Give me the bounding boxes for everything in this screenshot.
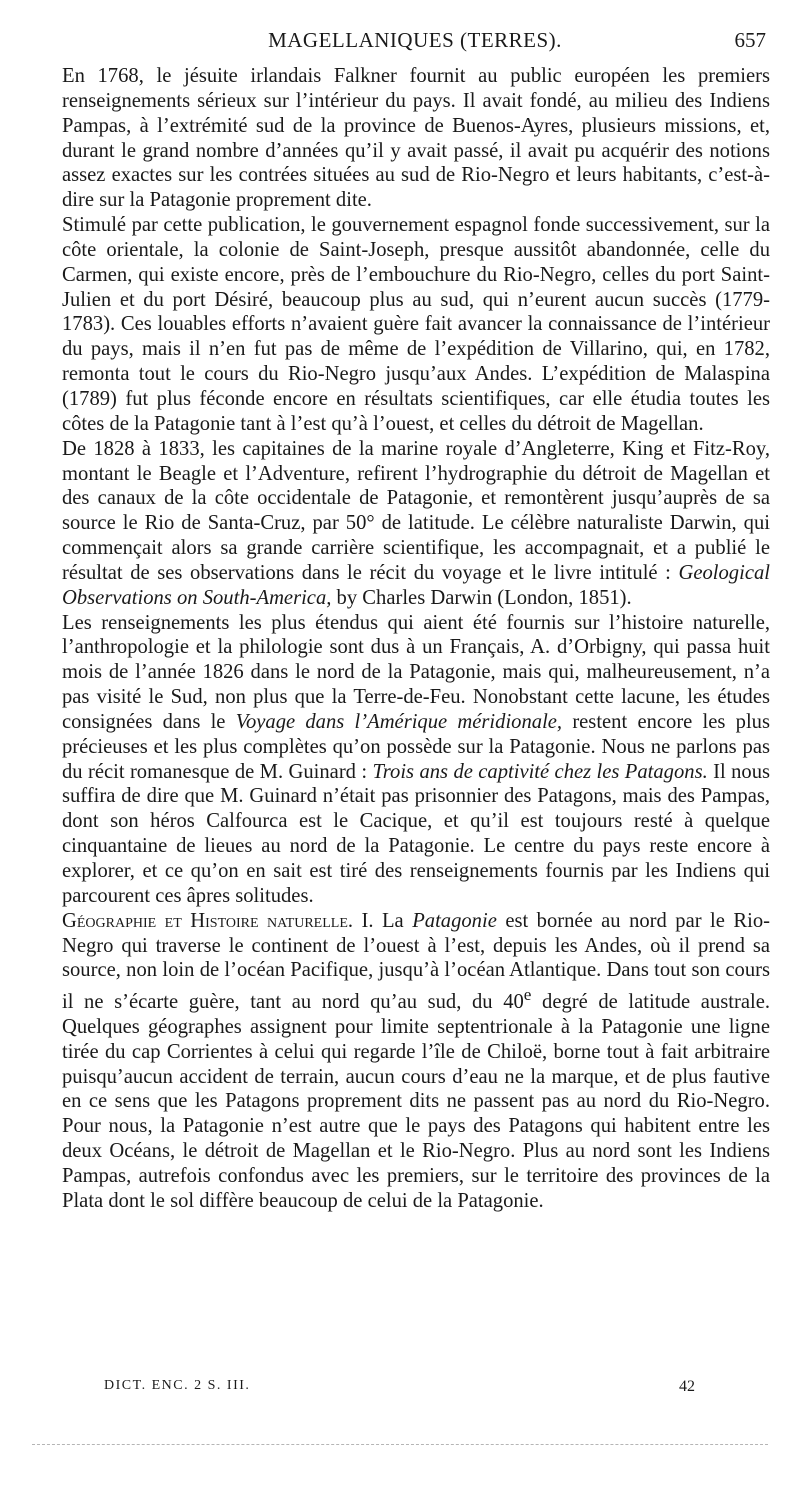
section-heading: Géographie et Histoire naturelle. [62,909,354,932]
paragraph-text: by Charles Darwin (London, 1851). [331,586,632,609]
book-title-geological-observations: Geological Observations on South-America, [62,561,770,609]
page-header [62,28,768,54]
paragraph-text: Il nous suffira de dire que M. Guinard n’était pas prisonnier des Patagons, mais des Pampas, dont son héros Calfourca est le Cacique, et qu’il est toujours resté à quelque cinquantaine de lieues au nord de la Patagonie. Le centre du pays reste encore à explorer, et ce qu’on en sait est tiré des renseignements fournis par les Indiens qui parcourent ces âpres solitudes. [62,760,771,907]
paragraph-falkner: En 1768, le jésuite irlandais Falkner fournit au public européen les premiers renseignements sérieux sur l’intérieur du pays. Il avait fondé, au milieu des Indiens Pampas, à l’extrémité sud de la province de Buenos-Ayres, plusieurs missions, et, durant le grand nombre d’années qu’il y avait passé, il avait pu acquérir des notions assez exactes sur les contrées situées au sud de Rio-Negro et leurs habitants, c’est-à-dire sur la Patagonie proprement dite. [62,65,770,212]
term-patagonie: Patagonie [412,909,497,932]
bottom-dotted-rule [32,1444,768,1445]
sheet-number: 42 [679,1378,695,1395]
paragraph-text: restent encore les plus précieuses et les plus complètes qu’on possède sur la Patagonie. Nous ne parlons pas du récit romanesque de M. Guinard : [62,710,770,783]
paragraph-text: De 1828 à 1833, les capitaines de la marine royale d’Angleterre, King et Fitz-Roy, montant le Beagle et l’Adventure, refirent l’hydrographie du détroit de Magellan et des canaux de la côte occidentale de Patagonie, et remontèrent jusqu’auprès de sa source le Rio de Santa-Cruz, par 50° de latitude. Le célèbre naturaliste Darwin, qui commençait alors sa grande carrière scientifique, les accompagnait, et a publié le résultat de ses observations dans le récit du voyage et le livre intitulé : [62,437,770,584]
paragraph-geographie [62,909,770,1214]
printer-signature: DICT. ENC. 2 S. III. [104,1378,251,1393]
paragraph-orbigny [62,611,770,909]
paragraph-king-fitzroy [62,437,770,611]
paragraph-text: I. La [353,909,413,932]
body-text [62,64,770,1214]
book-title-voyage: Voyage dans l’Amérique méridionale, [235,710,563,733]
page-footer [62,1378,770,1402]
running-title: MAGELLANIQUES (TERRES). [268,28,562,52]
paragraph-text: degré de latitude australe. Quelques géographes assignent pour limite septentrionale à la Patagonie une ligne tirée du cap Corrientes à celui qui regarde l’île de Chiloë, borne tout à fait arbitraire puisqu’aucun accident de terrain, aucun cours d’eau ne la marque, et de plus fautive en ce sens que les Patagons proprement dits ne passent pas au nord du Rio-Negro. Pour nous, la Patagonie n’est autre que le pays des Patagons qui habitent entre les deux Océans, le détroit de Magellan et le Rio-Negro. Plus au nord sont les Indiens Pampas, autrefois confondus avec les premiers, sur le territoire des provinces de la Plata dont le sol diffère beaucoup de celui de la Patagonie. [62,991,770,1212]
paragraph-spanish-colonies: Stimulé par cette publication, le gouvernement espagnol fonde successivement, sur la côte orientale, la colonie de Saint-Joseph, presque aussitôt abandonnée, celle du Carmen, qui existe encore, près de l’embouchure du Rio-Negro, celles du port Saint-Julien et du port Désiré, beaucoup plus au sud, qui n’eurent aucun succès (1779-1783). Ces louables efforts n’avaient guère fait avancer la connaissance de l’intérieur du pays, mais il n’en fut pas de même de l’expédition de Villarino, qui, en 1782, remonta tout le cours du Rio-Negro jusqu’aux Andes. L’expédition de Malaspina (1789) fut plus féconde encore en résultats scientifiques, car elle étudia toutes les côtes de la Patagonie tant à l’est qu’à l’ouest, et celles du détroit de Magellan. [62,214,770,435]
paragraph-text: Les renseignements les plus étendus qui aient été fournis sur l’histoire naturelle, l’anthropologie et la philologie sont dus à un Français, A. d’Orbigny, qui passa huit mois de l’année 1826 dans le nord de la Patagonie, mais qui, malheureusement, n’a pas visité le Sud, non plus que la Terre-de-Feu. Nonobstant cette lacune, les études consignées dans le [62,611,770,733]
book-title-trois-ans: Trois ans de captivité chez les Patagons. [372,760,708,783]
page-number: 657 [734,28,766,52]
paragraph-text: est bornée au nord par le Rio-Negro qui traverse le continent de l’ouest à l’est, depuis les Andes, où il prend sa source, non loin de l’océan Pacifique, jusqu’à l’océan Atlantique. Dans tout son cours il ne s’écarte guère, tant au nord qu’au sud, du 40 [62,909,771,1014]
ordinal-superscript: e [523,985,532,1005]
